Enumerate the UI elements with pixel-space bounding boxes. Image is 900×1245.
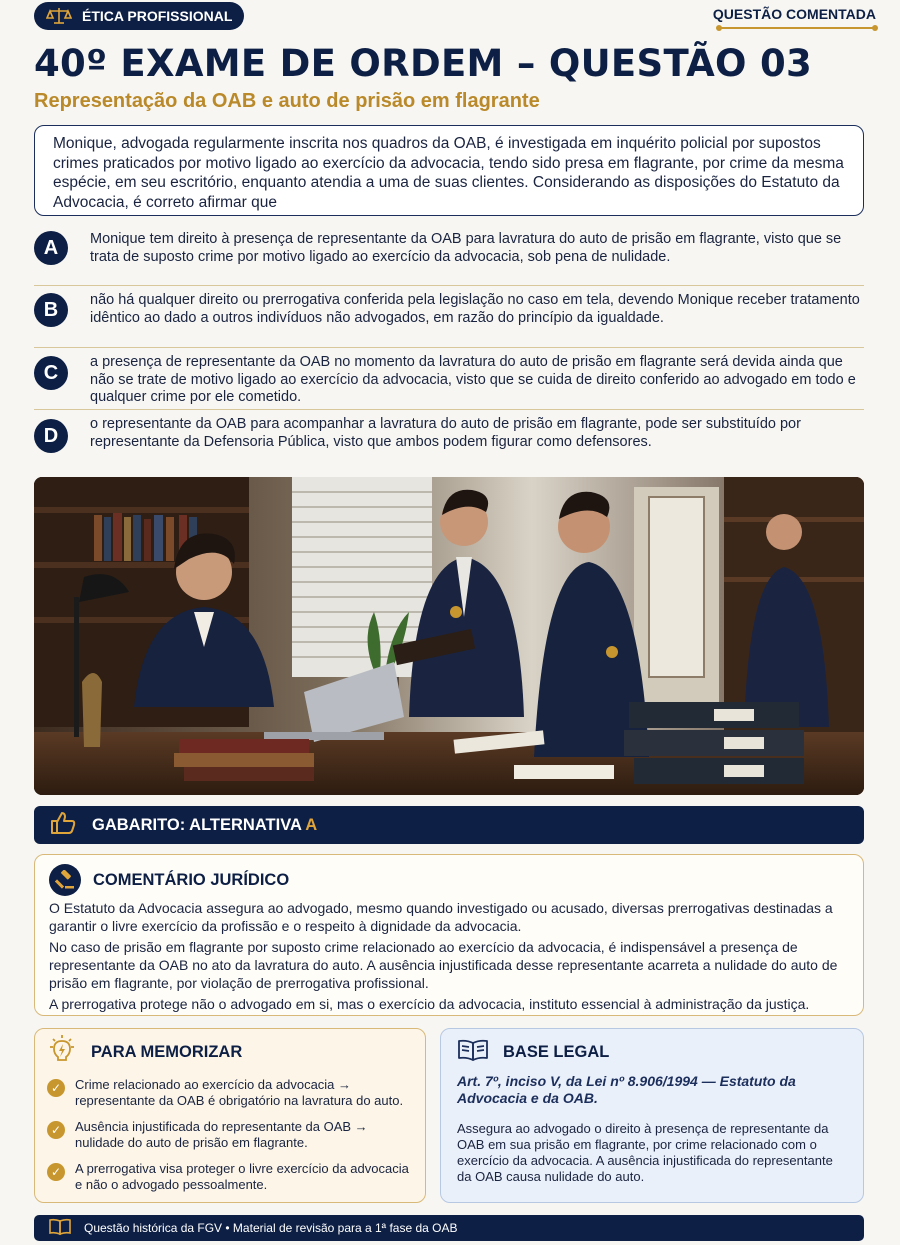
memorize-item: ✓ Crime relacionado ao exercício da advocacia → representante da OAB é obrigatório na lavratura do auto.: [47, 1077, 413, 1108]
legal-description: Assegura ao advogado o direito à presença de representante da OAB em sua prisão em flagrante, por crime relacionado com o exercício da advocacia. A ausência injustificada do representante da OAB causa nulidade do auto.: [457, 1121, 833, 1184]
option-a[interactable]: [34, 226, 864, 286]
option-d[interactable]: [34, 410, 864, 474]
question-stem: Monique, advogada regularmente inscrita nos quadros da OAB, é investigada em inquérito policial por supostos crimes praticados por motivo ligado ao exercício da advocacia, tendo sido presa em flagrante, por crime da mesma espécie, em seu escritório, enquanto atendia a uma de suas clientes. Considerando as disposições do Estatuto da Advocacia, é correto afirmar que: [34, 125, 864, 216]
open-book-icon: [457, 1038, 489, 1067]
legal-basis-box: [440, 1028, 864, 1203]
option-letter: C: [34, 356, 68, 390]
option-letter: B: [34, 293, 68, 327]
memorize-title: PARA MEMORIZAR: [91, 1042, 243, 1061]
footer-bar: [34, 1215, 864, 1241]
option-c[interactable]: [34, 348, 864, 410]
page-subtitle: Representação da OAB e auto de prisão em flagrante: [34, 90, 540, 112]
option-letter: D: [34, 419, 68, 453]
book-icon: [48, 1218, 72, 1239]
category-badge: [34, 2, 244, 30]
legal-citation: Art. 7º, inciso V, da Lei nº 8.906/1994 — Estatuto da Advocacia e da OAB.: [457, 1073, 796, 1106]
option-text: a presença de representante da OAB no momento da lavratura do auto de prisão em flagrante será devida ainda que não se trate de motivo ligado ao exercício da advocacia, visto que se cuida de direito conferido ao advogado em todo e qualquer crime por ele cometido.: [90, 354, 856, 405]
page-title: 40º EXAME DE ORDEM – QUESTÃO 03: [34, 42, 813, 85]
memorize-item: ✓ A prerrogativa visa proteger o livre exercício da advocacia e não o advogado pessoalmente.: [47, 1161, 413, 1192]
footer-text: Questão histórica da FGV • Material de revisão para a 1ª fase da OAB: [84, 1221, 458, 1235]
lightbulb-icon: [47, 1035, 77, 1070]
memorize-box: [34, 1028, 426, 1203]
gavel-icon: [49, 864, 81, 896]
answer-letter: A: [305, 815, 318, 834]
answer-banner: [34, 806, 864, 844]
commentary-paragraph: No caso de prisão em flagrante por suposto crime relacionado ao exercício da advocacia, é indispensável a presença de representante da OAB no ato da lavratura do auto. A ausência injustificada desse representante acarreta a nulidade do auto de prisão em flagrante, por violação de prerrogativa profissional.: [49, 939, 838, 991]
commentary-paragraph: A prerrogativa protege não o advogado em si, mas o exercício da advocacia, instituto essencial à administração da justiça.: [49, 996, 810, 1012]
category-label: ÉTICA PROFISSIONAL: [82, 8, 233, 24]
legal-basis-title: BASE LEGAL: [503, 1042, 610, 1061]
option-b[interactable]: [34, 286, 864, 348]
legal-commentary: [34, 854, 864, 1016]
office-arrest-illustration: [34, 477, 864, 795]
corner-divider: [718, 27, 876, 29]
memorize-item: ✓ Ausência injustificada do representante da OAB → nulidade do auto de prisão em flagrante.: [47, 1119, 413, 1150]
option-text: Monique tem direito à presença de representante da OAB para lavratura do auto de prisão em flagrante, visto que se trata de suposto crime por motivo ligado ao exercício da advocacia, sob pena de nulidade.: [90, 231, 842, 265]
corner-label: QUESTÃO COMENTADA: [712, 6, 876, 22]
check-icon: ✓: [47, 1121, 65, 1139]
option-letter: A: [34, 231, 68, 265]
commentary-paragraph: O Estatuto da Advocacia assegura ao advogado, mesmo quando investigado ou acusado, diversas prerrogativas destinadas a garantir o livre exercício da profissão e o respeito à dignidade da advocacia.: [49, 900, 833, 934]
check-icon: ✓: [47, 1163, 65, 1181]
options-list: [34, 226, 864, 474]
answer-label: GABARITO: ALTERNATIVA: [92, 815, 302, 834]
option-text: não há qualquer direito ou prerrogativa conferida pela legislação no caso em tela, devendo Monique receber tratamento idêntico ao dado a outros indivíduos não advogados, em razão do princípio da igualdade.: [90, 292, 860, 326]
option-text: o representante da OAB para acompanhar a lavratura do auto de prisão em flagrante, pode ser substituído por representante da Defensoria Pública, visto que ambos podem figurar como defensores.: [90, 416, 801, 450]
thumbs-up-icon: [50, 811, 78, 840]
check-icon: ✓: [47, 1079, 65, 1097]
commentary-title: COMENTÁRIO JURÍDICO: [93, 870, 290, 889]
scales-icon: [46, 6, 72, 26]
